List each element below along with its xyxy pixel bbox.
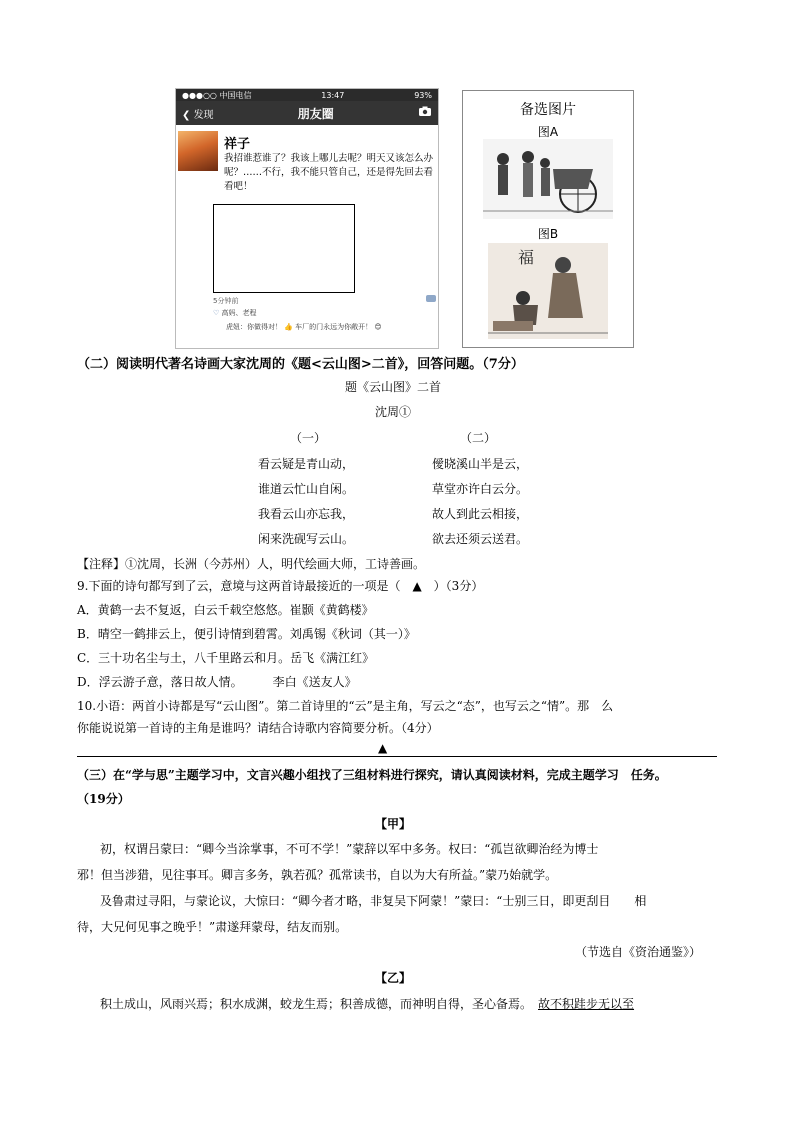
passage-yi-p1 [100, 995, 634, 1012]
avatar[interactable] [178, 131, 218, 171]
poem2-label: （二） [460, 431, 497, 445]
back-button[interactable] [182, 106, 214, 121]
passage-source: （节选自《资治通鉴》） [575, 945, 702, 959]
chevron-left-icon: ❮ [182, 109, 194, 121]
picture-a-label: 图A [537, 125, 559, 139]
material-yi-label: 【乙】 [375, 971, 412, 985]
poem2-line: 故人到此云相接， [432, 507, 529, 521]
user-name[interactable]: 祥子 [224, 137, 251, 152]
option-a: A．黄鹤一去不复返，白云千载空悠悠。崔颢《黄鹤楼》 [77, 603, 374, 617]
moments-screenshot [175, 88, 439, 349]
camera-icon[interactable] [418, 106, 432, 120]
question-10-line2: 你能说说第一首诗的主角是谁吗？请结合诗歌内容简要分析。（4分） [77, 721, 439, 735]
post-text: 我招谁惹谁了？我该上哪儿去呢？明天又该怎么办呢？……不行，我不能只管自己，还是得先回去看看吧！ [224, 153, 434, 192]
post-image-placeholder[interactable] [213, 204, 355, 293]
poem-title: 题《云山图》二首 [345, 380, 442, 394]
old-man-illustration [488, 243, 608, 339]
battery-text: 93% [414, 90, 432, 100]
status-bar [176, 89, 438, 101]
section3-heading-line2: （19分） [77, 792, 130, 806]
passage-yi-text: 积土成山，风雨兴焉；积水成渊，蛟龙生焉；积善成德，而神明自得，圣心备焉。 [100, 997, 539, 1011]
more-options-icon[interactable] [426, 295, 436, 302]
option-d: D．浮云游子意，落日故人情。 李白《送友人》 [77, 675, 357, 689]
passage-jia-p1-line2: 邪！但当涉猎，见往事耳。卿言多务，孰若孤？孤常读书，自以为大有所益。”蒙乃始就学。 [77, 868, 558, 882]
alt-pictures-title: 备选图片 [520, 102, 576, 118]
poem2-line: 僾晓溪山半是云， [432, 457, 529, 471]
likes-row [213, 308, 257, 318]
poem1-label: （一） [290, 431, 327, 445]
poem1-line: 闲来洗砚写云山。 [258, 532, 355, 546]
poem1-line: 谁道云忙山自闲。 [258, 482, 355, 496]
passage-jia-p1-line1: 初，权谓吕蒙曰：“卿今当涂掌事，不可不学！”蒙辞以军中多务。权曰：“孤岂欲卿治经为博士 [100, 842, 599, 856]
fu-character: 福 [518, 248, 535, 267]
alternative-pictures [462, 90, 634, 348]
option-b: B．晴空一鹤排云上，便引诗情到碧霄。刘禹锡《秋词（其一）》 [77, 627, 416, 641]
back-label: 发现 [193, 109, 214, 121]
carrier-text: ●●●○○ 中国电信 [182, 90, 252, 100]
answer-line-divider [77, 756, 717, 757]
likes-text: 高妈、老程 [221, 309, 257, 317]
heart-icon: ♡ [213, 309, 222, 317]
question-9: 9.下面的诗句都写到了云，意境与这两首诗最接近的一项是（ ▲ ）（3分） [77, 579, 484, 593]
post-time: 5分钟前 [213, 297, 239, 305]
annotation-note: 【注释】①沈周，长洲（今苏州）人，明代绘画大师，工诗善画。 [77, 557, 426, 571]
picture-b-label: 图B [537, 227, 559, 241]
comment-text: 虎妞：你做得对！ 👍 车厂的门永远为你敞开！ 😊 [226, 323, 382, 331]
section3-heading-line1: （三）在“学与思”主题学习中，文言兴趣小组找了三组材料进行探究，请认真阅读材料，完成主题学习 任务。 [77, 768, 667, 782]
question-10-line1: 10.小语：两首小诗都是写“云山图”。第二首诗里的“云”是主角，写云之“态”，也写云之“情”。那 么 [77, 699, 614, 713]
section2-heading: （二）阅读明代著名诗画大家沈周的《题<云山图>二首》，回答问题。（7分） [77, 357, 524, 372]
material-jia-label: 【甲】 [375, 817, 412, 831]
poem2-line: 欲去还须云送君。 [432, 532, 529, 546]
clock-text: 13:47 [321, 90, 345, 100]
option-c: C．三十功名尘与土，八千里路云和月。岳飞《满江红》 [77, 651, 375, 665]
rickshaw-illustration [483, 139, 613, 219]
poem1-line: 我看云山亦忘我， [258, 507, 355, 521]
poem1-line: 看云疑是青山动， [258, 457, 355, 471]
nav-bar [176, 101, 438, 125]
poem-author: 沈周① [375, 405, 412, 419]
passage-yi-underlined: 故不积跬步无以至 [538, 997, 635, 1011]
passage-jia-p2-line2: 待，大兄何见事之晚乎！”肃遂拜蒙母，结友而别。 [77, 920, 348, 934]
poem2-line: 草堂亦许白云分。 [432, 482, 529, 496]
answer-mark: ▲ [378, 741, 388, 755]
nav-title: 朋友圈 [297, 106, 334, 121]
passage-jia-p2-line1: 及鲁肃过寻阳，与蒙论议，大惊曰：“卿今者才略，非复吴下阿蒙！”蒙曰：“士别三日，即更刮目 相 [100, 894, 647, 908]
